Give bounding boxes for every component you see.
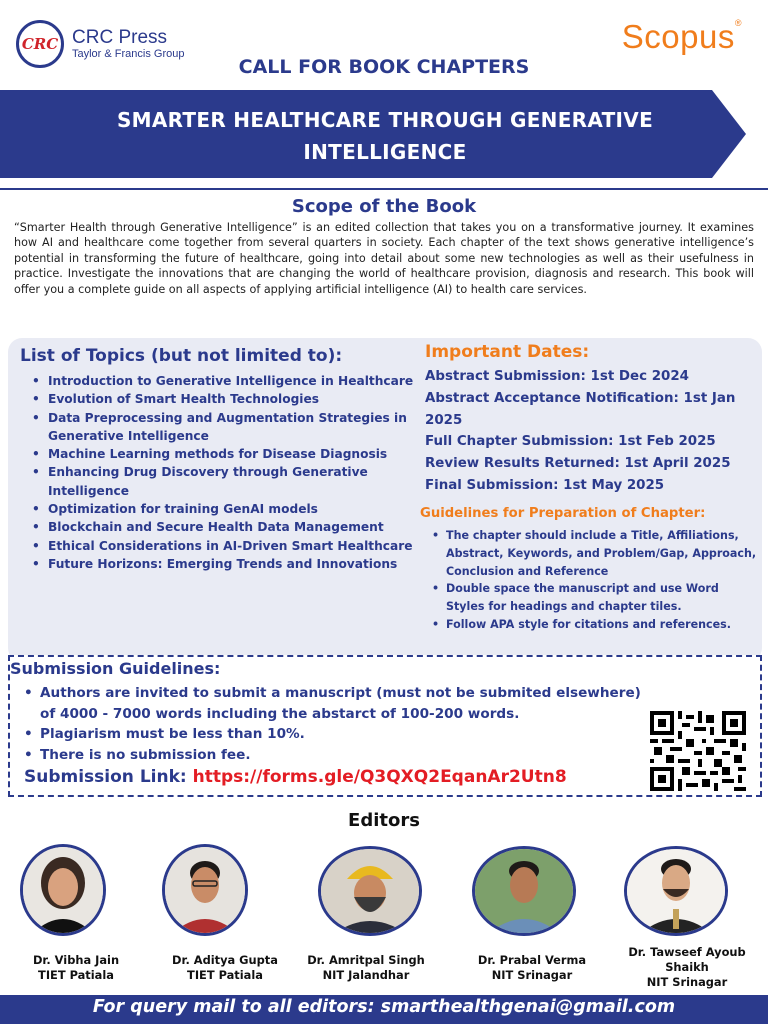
editor-affiliation: TIET Patiala	[187, 968, 263, 982]
editor-card-2	[155, 953, 295, 983]
qr-code-graphic	[650, 711, 746, 791]
editor-name: Dr. Vibha Jain	[32, 953, 120, 967]
avatar	[321, 849, 419, 933]
submission-link-label: Submission Link:	[24, 767, 187, 787]
avatar	[23, 847, 103, 933]
date-item: Review Results Returned: 1st April 2025	[425, 456, 731, 472]
guideline-item: • The chapter should include a Title, Affiliations, Abstract, Keywords, and Problem/Gap, Approach, Conclusion and Reference	[430, 527, 760, 580]
header-divider	[0, 188, 768, 190]
date-item: Final Submission: 1st May 2025	[425, 477, 665, 493]
scope-heading: Scope of the Book	[291, 196, 477, 217]
guidelines-list	[430, 527, 760, 634]
avatar	[165, 847, 245, 933]
book-title	[40, 104, 730, 168]
avatar	[475, 849, 573, 933]
topic-item: • Machine Learning methods for Disease Diagnosis	[30, 445, 415, 463]
title-banner	[0, 90, 768, 178]
book-title-line1: SMARTER HEALTHCARE THROUGH GENERATIVE	[116, 108, 654, 132]
editor-photo-3	[318, 846, 422, 936]
topic-item: • Introduction to Generative Intelligence in Healthcare	[30, 372, 415, 390]
book-title-line2: INTELLIGENCE	[303, 140, 467, 164]
editor-card-3	[296, 953, 436, 983]
publisher-group: Taylor & Francis Group	[72, 47, 185, 60]
editor-card-1	[6, 953, 146, 983]
date-item: Abstract Submission: 1st Dec 2024	[425, 369, 689, 384]
editors-heading: Editors	[348, 810, 420, 831]
crc-logo-text: CRC	[21, 35, 59, 53]
submission-list	[22, 683, 642, 765]
editor-card-4	[462, 953, 602, 983]
guideline-item: • Double space the manuscript and use Word Styles for headings and chapter tiles.	[430, 580, 760, 616]
guidelines-heading: Guidelines for Preparation of Chapter:	[420, 506, 706, 521]
dates-heading: Important Dates:	[425, 342, 590, 362]
editor-photo-5	[624, 846, 728, 936]
topic-item: • Evolution of Smart Health Technologies	[30, 390, 415, 408]
editor-photo-2	[162, 844, 248, 936]
scopus-registered-mark: ®	[734, 18, 742, 28]
editor-affiliation: NIT Jalandhar	[322, 968, 410, 982]
scope-text: “Smarter Health through Generative Intelligence” is an edited collection that takes you on a transformative journey. It examines how AI and healthcare come together from several quarters in society. Each chapter of the text shows generative intelligence’s potential in transforming the future of healthcare, going into detail about some new technologies as well as their usefulness in practice. Investigate the innovations that are changing the world of healthcare provision, diagnosis and research. This book will offer you a complete guide on all aspects of applying artificial intelligence (AI) to health care services.	[14, 221, 754, 296]
topics-list	[30, 372, 415, 573]
editor-photo-1	[20, 844, 106, 936]
editor-photo-4	[472, 846, 576, 936]
editor-affiliation: NIT Srinagar	[646, 975, 728, 989]
topic-item: • Blockchain and Secure Health Data Management	[30, 518, 415, 536]
scopus-text: Scopus	[621, 18, 735, 55]
dates-list	[425, 366, 760, 497]
topic-item: • Data Preprocessing and Augmentation Strategies in Generative Intelligence	[30, 409, 415, 446]
submission-link[interactable]: https://forms.gle/Q3QXQ2EqanAr2Utn8	[192, 767, 567, 787]
editor-name: Dr. Prabal Verma	[477, 953, 587, 967]
date-item: Abstract Acceptance Notification: 1st Jan 2025	[425, 390, 736, 428]
editor-name: Dr. Amritpal Singh	[307, 953, 425, 967]
submission-link-row	[24, 767, 567, 787]
editor-affiliation: TIET Patiala	[38, 968, 114, 982]
editor-name: Dr. Tawseef Ayoub Shaikh	[628, 945, 746, 974]
topic-item: • Ethical Considerations in AI-Driven Smart Healthcare	[30, 537, 415, 555]
publisher-name: CRC Press	[72, 26, 168, 48]
scopus-logo	[622, 18, 742, 56]
submission-item: • Authors are invited to submit a manuscript (must not be submited elsewhere) of 4000 - 7000 words including the abstarct of 100-200 words.	[22, 683, 642, 724]
topics-heading: List of Topics (but not limited to):	[20, 346, 343, 366]
qr-code-icon[interactable]	[650, 711, 746, 791]
editor-affiliation: NIT Srinagar	[491, 968, 573, 982]
topic-item: • Optimization for training GenAI models	[30, 500, 415, 518]
guideline-item: • Follow APA style for citations and references.	[430, 616, 760, 634]
avatar	[627, 849, 725, 933]
editor-name: Dr. Aditya Gupta	[172, 953, 278, 967]
contact-email[interactable]: For query mail to all editors: smarthealthgenai@gmail.com	[92, 997, 676, 1017]
call-for-chapters-heading: CALL FOR BOOK CHAPTERS	[238, 56, 530, 78]
topic-item: • Enhancing Drug Discovery through Generative Intelligence	[30, 463, 415, 500]
editor-card-5	[612, 945, 762, 990]
submission-item: • There is no submission fee.	[22, 745, 642, 766]
submission-heading: Submission Guidelines:	[10, 659, 221, 678]
submission-item: • Plagiarism must be less than 10%.	[22, 724, 642, 745]
date-item: Full Chapter Submission: 1st Feb 2025	[425, 434, 716, 450]
topic-item: • Future Horizons: Emerging Trends and Innovations	[30, 555, 415, 573]
